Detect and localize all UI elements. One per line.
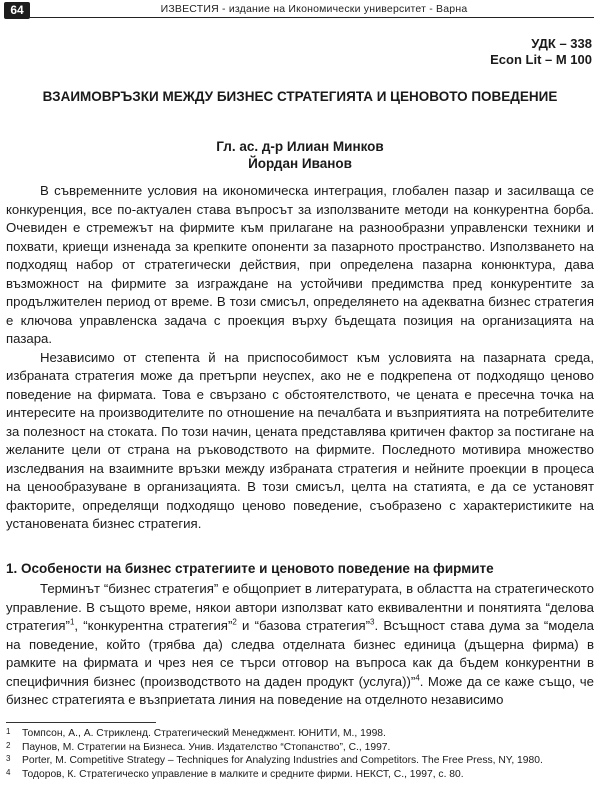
- footnote-mark: 2: [6, 740, 11, 750]
- classification-codes: [490, 36, 592, 68]
- article-authors: [40, 138, 560, 172]
- section-text-part: и “базова стратегия”: [236, 618, 371, 633]
- page-number: 64: [4, 2, 30, 19]
- article-body: [6, 182, 594, 534]
- page-header: [0, 0, 600, 20]
- footnote-text: Паунов, М. Стратегии на Бизнеса. Унив. Издателство “Стопанство”, С., 1997.: [22, 741, 391, 753]
- footnote-mark: 4: [6, 767, 11, 777]
- footnotes: [6, 727, 594, 781]
- footnote-text: Тодоров, К. Стратегическо управление в малките и средните фирми. НЕКСТ, С., 1997, с. 80.: [22, 768, 464, 780]
- footnote-mark: 1: [6, 727, 11, 736]
- econlit-code: Econ Lit – M 100: [490, 52, 592, 67]
- footnote-ref[interactable]: 2: [232, 617, 237, 627]
- footnote-ref[interactable]: 4: [415, 673, 420, 683]
- author-2: Йордан Иванов: [248, 156, 352, 171]
- footnote-mark: 3: [6, 754, 11, 763]
- section-text-part: . Може да се каже също, че бизнес стратегията е възприетата линия на поведение на отделното независимо: [6, 673, 594, 707]
- section-heading: 1. Особености на бизнес стратегиите и ценовото поведение на фирмите: [6, 561, 494, 576]
- footnote: [6, 768, 594, 782]
- footnote: [6, 754, 594, 768]
- section-text-part: . Всъщност става дума за “модела на поведение, който (трябва да) следва отделната бизнес единица (дъщерна фирма) в рамките на фирмата и чрез нея се търси отговор на въпроса как да бъдем конкурентни в специфичния бизнес (производството на даден продукт (услуга))”: [6, 618, 594, 689]
- footnote-text: Porter, M. Competitive Strategy – Techniques for Analyzing Industries and Competitors. The Free Press, NY, 1980.: [22, 755, 543, 766]
- footnote-ref[interactable]: 1: [69, 617, 75, 627]
- footnote-ref[interactable]: 3: [370, 617, 375, 627]
- running-head: ИЗВЕСТИЯ - издание на Икономически университет - Варна: [160, 3, 468, 15]
- header-rule: [30, 17, 594, 18]
- footnote: [6, 741, 594, 755]
- footnote: [6, 727, 594, 741]
- author-1: Гл. ас. д-р Илиан Минков: [216, 139, 384, 154]
- paragraph-1: В съвременните условия на икономическа интеграция, глобален пазар и засилваща се конкуренция, все по-актуален става въпросът за използваните методи на конкурентна борба. Очевиден е стремежът на фирмите към прилагане на разнообразни управленски техники и похвати, криещи изненада за крепките опоненти за пазарното пространство. Използването на подходящ набор от стратегически действия, при определена пазарна конюнктура, дава възможност на фирмите за изграждане на устойчиви предимства пред конкурентите за продължителен период от време. В този смисъл, определянето на адекватна бизнес стратегия е ключова управленска задача с проекция върху бъдещата позиция на организацията на пазара.: [6, 183, 594, 346]
- udk-code: УДК – 338: [531, 36, 592, 51]
- section-paragraph: [6, 580, 594, 710]
- article-title: ВЗАИМОВРЪЗКИ МЕЖДУ БИЗНЕС СТРАТЕГИЯТА И ЦЕНОВОТО ПОВЕДЕНИЕ: [42, 89, 558, 104]
- section-body: [6, 580, 594, 710]
- paragraph-2: Независимо от степента й на приспособимост към условията на пазарната среда, избраната стратегия може да претърпи неуспех, ако не е подкрепена от подходящо ценово поведение на фирмата. Това е свързано с обстоятелството, че цената е пресечна точка на интересите на производителите по отношение на печалбата и възприятията на потребителите за полезност на стоката. По този начин, цената представлява критичен фактор за постигане на желаните цели от страна на ръководството на фирмите. Последното мотивира множество изследвания на взаимните връзки между избраната стратегия и нейните проекции в процеса на ценообразуване в организацията. В този смисъл, целта на статията, е да се установят факторите, определящи подходящо ценово поведение, съобразено с характеристиките на установената бизнес стратегия.: [6, 349, 594, 531]
- section-text-part: , “конкурентна стратегия”: [74, 618, 233, 633]
- footnote-text: Томпсон, А., А. Стрикленд. Стратегический Менеджмент. ЮНИТИ, М., 1998.: [22, 728, 386, 739]
- footnote-rule: [6, 722, 156, 723]
- section-text-part: Терминът “бизнес стратегия” е общоприет в литературата, в областта на стратегическото управление. В същото време, някои автори използват като еквивалентни и понятията “делова стратегия”: [6, 581, 594, 633]
